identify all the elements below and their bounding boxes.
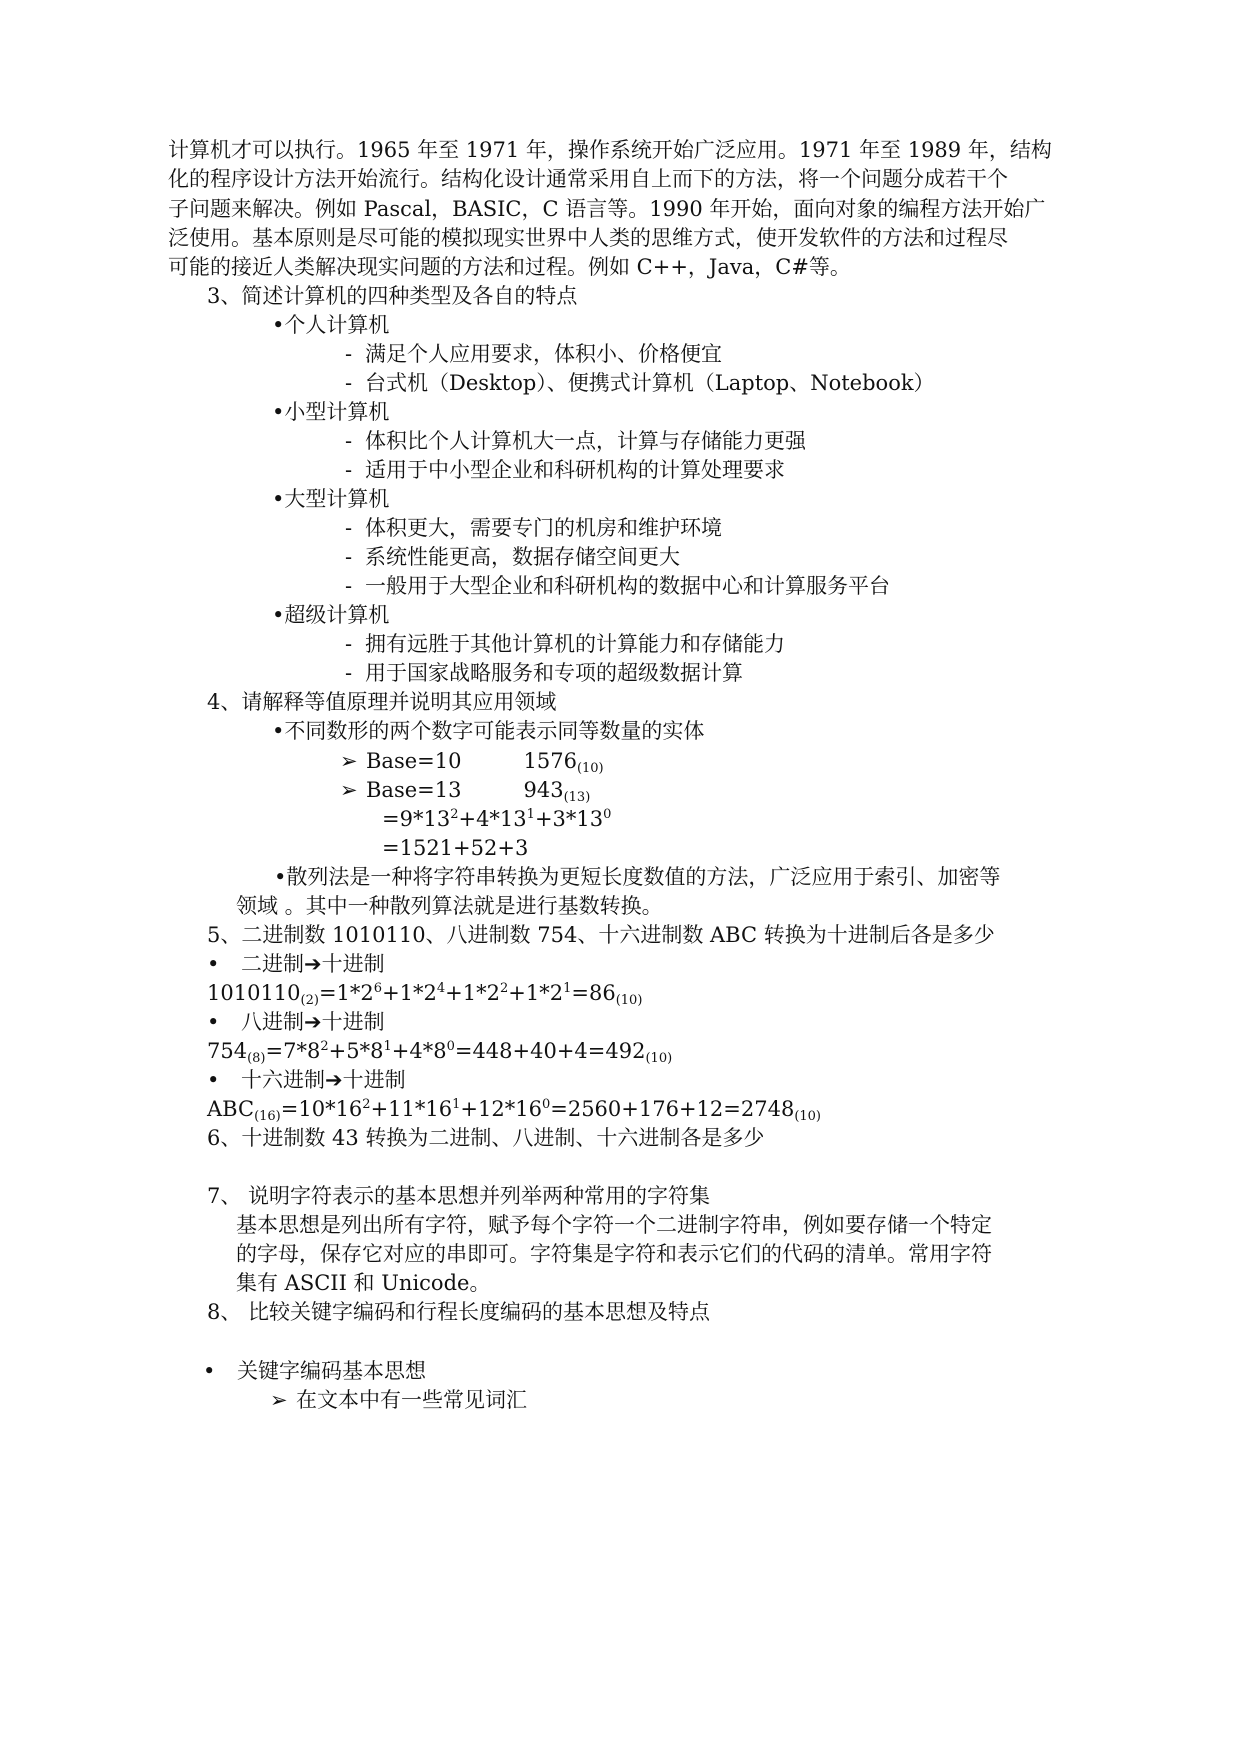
q5-octal-heading: • 八进制➔十进制 [207,1010,385,1034]
q3-group-super: •超级计算机 [272,603,390,627]
q7-title: 7、 说明字符表示的基本思想并列举两种常用的字符集 [207,1184,711,1208]
arrowhead-icon: ➢ [340,778,358,802]
q4-expansion: $=9*13^2+4*13^1+3*13^0$ [382,807,612,831]
q3-item: - 体积比个人计算机大一点，计算与存储能力更强 [345,429,806,453]
q4-base10-row: ➢ Base=10 $1576_{(10)}$ [340,746,604,776]
q5-octal-equation: $754_{(8)}=7*8^2+5*8^1+4*8^0=448+40+4=492_{(10)}$ [207,1039,673,1066]
intro-line-2: 化的程序设计方法开始流行。结构化设计通常采用自上而下的方法，将一个问题分成若干个 [168,167,1008,191]
q4-base13-row: ➢ Base=13 $943_{(13)}$ [340,775,590,805]
q4-sum: =1521+52+3 [382,836,529,860]
q7-body-line-2: 的字母，保存它对应的串即可。字符集是字符和表示它们的代码的清单。常用字符 [236,1242,992,1266]
q4-bullet-2-line-1: •散列法是一种将字符串转换为更短长度数值的方法，广泛应用于索引、加密等 [274,865,1001,889]
arrowhead-icon: ➢ [270,1388,288,1412]
q3-group-personal: •个人计算机 [272,313,390,337]
q5-binary-heading: • 二进制➔十进制 [207,952,385,976]
arrowhead-icon: ➢ [340,749,358,773]
q5-hex-equation: $ABC_{(16)}=10*16^2+11*16^1+12*16^0=2560+176+12=2748_{(10)}$ [207,1097,821,1124]
q3-item: - 体积更大，需要专门的机房和维护环境 [345,516,722,540]
right-arrow-icon: ➔ [304,1010,322,1034]
q3-title: 3、简述计算机的四种类型及各自的特点 [207,284,578,308]
q7-body-line-3: 集有 ASCII 和 Unicode。 [236,1271,491,1295]
q5-title: 5、二进制数 1010110、八进制数 754、十六进制数 ABC 转换为十进制后各是多少 [207,923,995,947]
intro-line-1: 计算机才可以执行。1965 年至 1971 年，操作系统开始广泛应用。1971 年至 1989 年，结构 [168,138,1052,162]
q3-item: - 适用于中小型企业和科研机构的计算处理要求 [345,458,785,482]
q8-item: ➢ 在文本中有一些常见词汇 [270,1385,527,1415]
q4-bullet-2-line-2: 领域 。其中一种散列算法就是进行基数转换。 [236,894,663,918]
q4-bullet-1: •不同数形的两个数字可能表示同等数量的实体 [272,719,705,743]
q7-body-line-1: 基本思想是列出所有字符，赋予每个字符一个二进制字符串，例如要存储一个特定 [236,1213,992,1237]
q3-item: - 用于国家战略服务和专项的超级数据计算 [345,661,743,685]
q5-hex-heading: • 十六进制➔十进制 [207,1068,406,1092]
right-arrow-icon: ➔ [325,1068,343,1092]
q5-binary-equation: $1010110_{(2)}=1*2^6+1*2^4+1*2^2+1*2^1=86_{(10)}$ [207,981,643,1008]
q8-subtitle: • 关键字编码基本思想 [203,1359,426,1383]
q3-item: - 系统性能更高，数据存储空间更大 [345,545,680,569]
intro-line-5: 可能的接近人类解决现实问题的方法和过程。例如 C++，Java，C#等。 [168,255,851,279]
q3-group-mini: •小型计算机 [272,400,390,424]
q3-item: - 满足个人应用要求，体积小、价格便宜 [345,342,722,366]
q3-item: - 一般用于大型企业和科研机构的数据中心和计算服务平台 [345,574,890,598]
q8-title: 8、 比较关键字编码和行程长度编码的基本思想及特点 [207,1300,711,1324]
q3-group-mainframe: •大型计算机 [272,487,390,511]
intro-line-4: 泛使用。基本原则是尽可能的模拟现实世界中人类的思维方式，使开发软件的方法和过程尽 [168,226,1008,250]
q3-item: - 拥有远胜于其他计算机的计算能力和存储能力 [345,632,785,656]
q4-title: 4、请解释等值原理并说明其应用领域 [207,690,557,714]
q6-title: 6、十进制数 43 转换为二进制、八进制、十六进制各是多少 [207,1126,765,1150]
q3-item: - 台式机（Desktop）、便携式计算机（Laptop、Notebook） [345,371,935,395]
intro-line-3: 子问题来解决。例如 Pascal，BASIC，C 语言等。1990 年开始，面向对象的编程方法开始广 [168,197,1046,221]
right-arrow-icon: ➔ [304,952,322,976]
